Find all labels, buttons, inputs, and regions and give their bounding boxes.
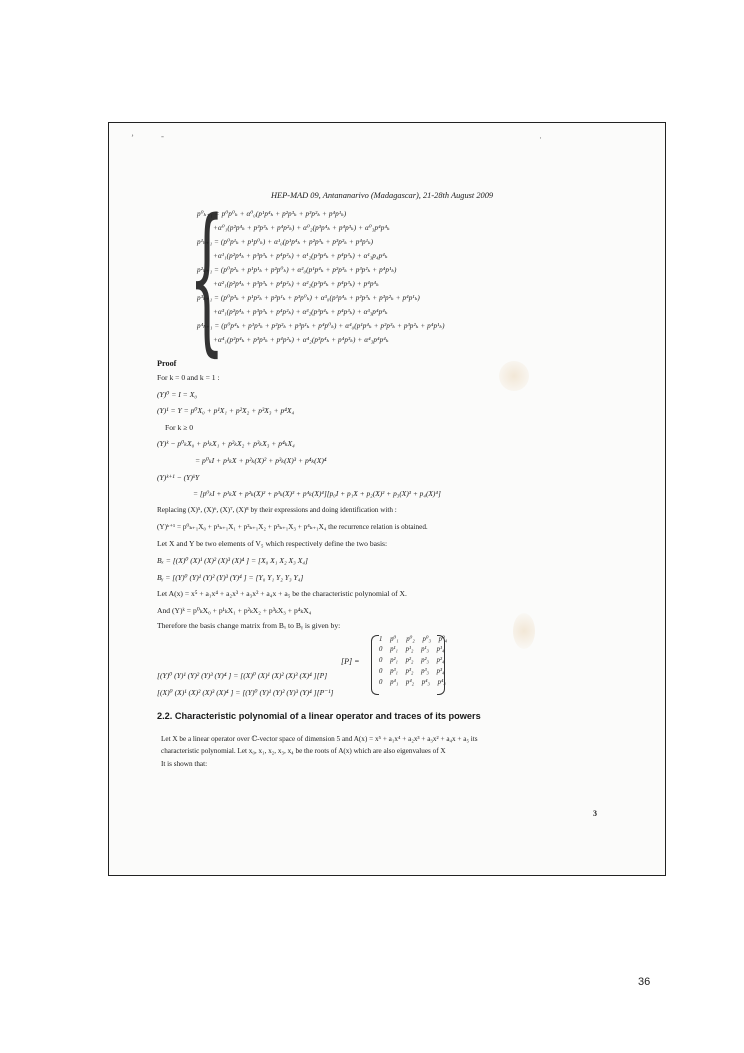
equation-line: +α¹₁(p²p⁴ₖ + p³p³ₖ + p⁴p²ₖ) + α¹₂(p³p⁴ₖ + p⁴p³ₖ) + α¹₃p₄p⁴ₖ — [213, 252, 388, 260]
scan-artifact: ’ — [131, 133, 134, 143]
section-heading: 2.2. Characteristic polynomial of a linear operator and traces of its powers — [157, 711, 481, 721]
proof-line: = [p⁰ₖI + p¹ₖX + p²ₖ(X)² + p³ₖ(X)³ + p⁴ₖ(X)⁴][p₀I + p₁X + p₂(X)² + p₃(X)³ + p₄(X)⁴] — [193, 489, 441, 498]
paper-stain — [513, 613, 535, 649]
proof-line: Bₓ = [(X)⁰ (X)¹ (X)² (X)³ (X)⁴ ] = [X₀ X₁ X₂ X₃ X₄] — [157, 556, 308, 565]
matrix-row: 0 p¹₁ p¹₂ p¹₃ p¹₄ — [379, 646, 445, 653]
proof-line: For k ≥ 0 — [165, 423, 194, 432]
equation-line: +α²₁(p²p⁴ₖ + p³p³ₖ + p⁴p²ₖ) + α²₂(p³p⁴ₖ + p⁴p³ₖ) + p⁴p⁴ₖ — [213, 280, 379, 288]
proof-line: (Y)⁰ = I = X₀ — [157, 390, 197, 399]
equation-line: p⁴ₖ₊₁ = (p⁰p⁴ₖ + p¹p³ₖ + p²p²ₖ + p³p¹ₖ + p⁴p⁰ₖ) + α⁴₀(p¹p⁴ₖ + p²p³ₖ + p³p²ₖ + p⁴p¹ₖ) — [197, 322, 445, 330]
matrix-row: 0 p²₁ p²₂ p²₃ p²₄ — [379, 657, 445, 664]
matrix-row: 0 p³₁ p³₂ p³₃ p³₄ — [379, 668, 445, 675]
proof-line: (Y)ᵏ⁺¹ − (Y)ᵏY — [157, 473, 200, 482]
proof-line: And (Y)ᵏ = p⁰ₖX₀ + p¹ₖX₁ + p²ₖX₂ + p³ₖX₃ + p⁴ₖX₄ — [157, 606, 312, 615]
scan-artifact: - — [161, 131, 164, 141]
proof-heading: Proof — [157, 359, 177, 368]
scanned-page — [108, 122, 666, 876]
matrix-row: 0 p⁴₁ p⁴₂ p⁴₃ p⁴₄ — [379, 679, 446, 686]
basis-change-matrix — [337, 635, 447, 695]
equation-line: p³ₖ₊₁ = (p⁰p³ₖ + p¹p²ₖ + p²p¹ₖ + p³p⁰ₖ) + α³₀(p¹p⁴ₖ + p²p³ₖ + p³p²ₖ + p⁴p¹ₖ) — [197, 294, 420, 302]
equation-line: p²ₖ₊₁ = (p⁰p²ₖ + p¹p¹ₖ + p²p⁰ₖ) + α²₀(p¹p⁴ₖ + p²p³ₖ + p³p²ₖ + p⁴p¹ₖ) — [197, 266, 397, 274]
section-text: Let X be a linear operator over ℂ-vector space of dimension 5 and A(x) = x⁵ + a₁x⁴ + a₂x³ + a₃x² + a₄x + a₅ its — [161, 735, 478, 743]
proof-line: Let X and Y be two elements of V₅ which respectively define the two basis: — [157, 539, 388, 548]
inner-page-number: 3 — [593, 809, 597, 818]
proof-line: Therefore the basis change matrix from Bₓ to Bᵧ is given by: — [157, 621, 341, 630]
page-number: 36 — [638, 976, 651, 988]
equation-line: +α⁰₁(p²p⁴ₖ + p³p³ₖ + p⁴p²ₖ) + α⁰₂(p³p⁴ₖ + p⁴p³ₖ) + α⁰₃p⁴p⁴ₖ — [213, 224, 390, 232]
section-text: It is shown that: — [161, 760, 208, 768]
proof-line: = p⁰ₖI + p¹ₖX + p²ₖ(X)² + p³ₖ(X)³ + p⁴ₖ(X)⁴ — [195, 456, 327, 465]
equation-line: +α³₁(p²p⁴ₖ + p³p³ₖ + p⁴p²ₖ) + α³₂(p³p⁴ₖ + p⁴p³ₖ) + α³₃p⁴p⁴ₖ — [213, 308, 388, 316]
matrix-relation: [(Y)⁰ (Y)¹ (Y)² (Y)³ (Y)⁴ ] = [(X)⁰ (X)¹ (X)² (X)³ (X)⁴ ][P] — [157, 671, 328, 680]
proof-line: (Y)¹ = Y = p⁰X₀ + p¹X₁ + p²X₂ + p³X₃ + p⁴X₄ — [157, 406, 295, 415]
matrix-label: [P] = — [341, 657, 360, 666]
matrix-bracket-right — [437, 635, 445, 695]
section-text: characteristic polynomial. Let x₀, x₁, x₂, x₃, x₄ be the roots of A(x) which are also eigenvalues of X — [161, 747, 446, 755]
matrix-relation: [(X)⁰ (X)¹ (X)² (X)³ (X)⁴ ] = [(Y)⁰ (Y)¹ (Y)² (Y)³ (Y)⁴ ][P⁻¹] — [157, 688, 334, 697]
proof-line: For k = 0 and k = 1 : — [157, 373, 220, 382]
left-brace: { — [189, 184, 225, 371]
proof-line: Bᵧ = [(Y)⁰ (Y)¹ (Y)² (Y)³ (Y)⁴ ] = [Y₀ Y₁ Y₂ Y₃ Y₄] — [157, 573, 304, 582]
running-header: HEP-MAD 09, Antananarivo (Madagascar), 21-28th August 2009 — [271, 191, 494, 200]
matrix-row: 1 p⁰₁ p⁰₂ p⁰₃ p⁰₄ — [379, 636, 448, 643]
equation-line: p¹ₖ₊₁ = (p⁰p¹ₖ + p¹p⁰ₖ) + α¹₀(p¹p⁴ₖ + p²p³ₖ + p³p²ₖ + p⁴p¹ₖ) — [197, 238, 374, 246]
scan-artifact: · — [539, 133, 542, 143]
equation-line: +α⁴₁(p²p⁴ₖ + p³p³ₖ + p⁴p²ₖ) + α⁴₂(p³p⁴ₖ + p⁴p³ₖ) + α⁴₃p⁴p⁴ₖ — [213, 336, 389, 344]
proof-line: (Y)ᵏ − p⁰ₖX₀ + p¹ₖX₁ + p²ₖX₂ + p³ₖX₃ + p⁴ₖX₄ — [157, 439, 295, 448]
proof-line: Replacing (X)⁵, (X)⁶, (X)⁷, (X)⁸ by their expressions and doing identification with : — [157, 506, 397, 514]
proof-line: (Y)ᵏ⁺¹ = p⁰ₖ₊₁X₀ + p¹ₖ₊₁X₁ + p²ₖ₊₁X₂ + p³ₖ₊₁X₃ + p⁴ₖ₊₁X₄ the recurrence relation is obtained. — [157, 523, 428, 531]
proof-line: Let A(x) = x⁵ + a₁x⁴ + a₂x³ + a₃x² + a₄x + a₅ be the characteristic polynomial of X. — [157, 589, 407, 598]
matrix-bracket-left — [371, 635, 379, 695]
paper-stain — [499, 361, 529, 391]
equation-line: p⁰ₖ₊₁ = p⁰p⁰ₖ + α⁰₀(p¹p⁴ₖ + p²p³ₖ + p³p²ₖ + p⁴p¹ₖ) — [197, 210, 347, 218]
